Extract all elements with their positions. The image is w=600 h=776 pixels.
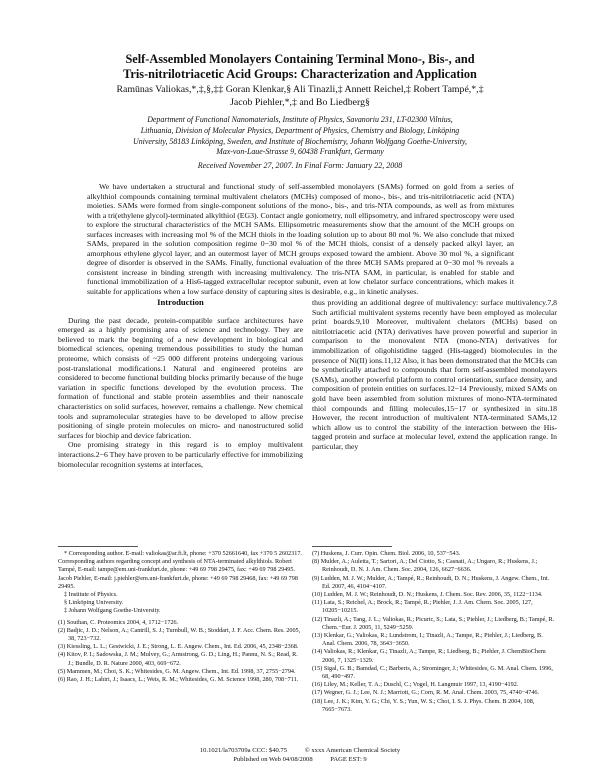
reference-item: (18) Lee, J. K.; Kim, Y. G.; Chi, Y. S.; Yun, W. S.; Choi, I. S. J. Phys. Chem. B 2004, 108, 7665−7673. bbox=[312, 697, 535, 713]
authors-line-1: Ramūnas Valiokas,*,‡,§,‡‡ Goran Klenkar,§ Ali Tinazli,‡ Annett Reichel,‡ Robert Tampé,*,‡ bbox=[116, 84, 484, 95]
authors-line-2: Jacob Piehler,*,‡ and Bo Liedberg§ bbox=[230, 96, 370, 108]
affiliation-line-2: Lithuania, Division of Molecular Physics, Department of Physics, Chemistry and Biology, Linköping bbox=[140, 125, 460, 135]
reference-item: (4) Kitov, P. I.; Sadowska, J. M.; Mulvey, G.; Armstrong, G. D.; Ling, H.; Pannu, N. S.; Read, R. J.; Bundle, D. R. Nature 2000, 403, 669−672. bbox=[58, 651, 298, 667]
footnote-divider-left bbox=[58, 546, 138, 547]
reference-item: (14) Valiokas, R.; Klenkar, G.; Tinazli, A.; Tampe, R.; Liedberg, B.; Piehler, J. ChemBioChem 2006, 7, 1325−1329. bbox=[312, 648, 546, 664]
received-dates: Received November 27, 2007. In Final Form: January 22, 2008 bbox=[197, 161, 403, 170]
reference-item: (9) Ludden, M. J. W.; Mulder, A.; Tampé, R.; Reinhoudt, D. N.; Huskens, J. Angew. Chem., Int. Ed. 2007, 46, 4104−4107. bbox=[312, 574, 550, 590]
reference-item: (2) Badjic, J. D.; Nelson, A.; Cantrill, S. J.; Turnbull, W. B.; Stoddart, J. F. Acc. Chem. Res. 2005, 38, 723−732. bbox=[58, 626, 301, 643]
doi-line: 10.1021/la703709a CCC: $40.75 bbox=[199, 747, 288, 754]
page-estimate: PAGE EST: 9 bbox=[330, 756, 367, 763]
affiliation-footnote: ‡ Johann Wolfgang Goethe-University. bbox=[64, 607, 161, 615]
reference-item: (5) Mammen, M.; Choi, S. K.; Whitesides, G. M. Angew. Chem., Int. Ed. 1998, 37, 2755−2794. bbox=[58, 667, 296, 675]
affiliation-footnote: § Linköping University. bbox=[64, 599, 124, 607]
title-line-1: Self-Assembled Monolayers Containing Terminal Mono-, Bis-, and bbox=[125, 52, 475, 66]
reference-item: (1) Southan, C. Proteomics 2004, 4, 1712−1726. bbox=[58, 618, 179, 626]
paper-title bbox=[60, 52, 540, 82]
reference-item: (10) Ludden, M. J. W.; Reinhoudt, D. N.; Huskens, J. Chem. Soc. Rev. 2006, 35, 1122−1134. bbox=[312, 591, 543, 599]
affiliation-line-1: Department of Functional Nanomaterials, Institute of Physics, Savanoriu 231, LT-02300 Vilnius, bbox=[147, 115, 453, 124]
reference-item: (6) Rao, J. H.; Lahiri, J.; Isaacs, L.; Weis, R. M.; Whitesides, G. M. Science 1998, 280, 708−711. bbox=[58, 676, 299, 684]
affiliations bbox=[58, 115, 542, 158]
reference-item: (8) Mulder, A.; Auletta, T.; Sartori, A.; Del Ciotto, S.; Casnati, A.; Ungaro, R.; Huskens, J.; Reinhoudt, D. N. J. Am. Chem. Soc. 2004, 126, 6627−6636. bbox=[312, 558, 538, 574]
intro-paragraph-3: thus providing an additional degree of multivalency: surface multivalency.7,8 Such artificial multivalent systems recently have been employed as molecular print boards.9,10 Moreover, multivalent chelators (MCHs) based on nitrilotriacetic acid (NTA) derivatives have proven powerful and superior in comparison to the monovalent NTA (mono-NTA) derivatives for immobilization of oligohistidine tagged (His-tagged) biomolecules in the presence of Ni(II) ions.11,12 Also, it has been demonstrated that the MCHs can be synthetically attached to compounds that form self-assembled monolayers (SAMs), another powerful platform to control orientation, surface density, and composition of protein entities on surfaces.12−14 Previously, mixed SAMs on gold have been assembled from solution mixtures of mono-NTA-terminated thiol compounds and filling molecules,15−17 or synthesized in situ.18 However, the recent introduction of multivalent NTA-terminated SAMs,12 which allow us to control the stability of the interaction between the His-tagged protein and surface at molecular level, extend the application range. In particular, they bbox=[312, 298, 557, 451]
reference-item: (13) Klenkar, G.; Valiokas, R.; Lundstrom, I.; Tinazli, A.; Tampe, R.; Piehler, J.; Liedberg, B. Anal. Chem. 2006, 78, 3643−3650. bbox=[312, 632, 543, 648]
reference-item: (7) Huskens, J. Curr. Opin. Chem. Biol. 2006, 10, 537−543. bbox=[312, 550, 461, 557]
intro-paragraph-1: During the past decade, protein-compatible surface architectures have emerged as a highly promising area of science and technology. They are believed to mark the beginning of a new development in biological and biomedical sciences, opening tremendous possibilities to study the human proteome, which consists of ~25 000 different proteins undergoing various post-translational modifications.1 Natural and engineered proteins are considered to become functional building blocks primarily because of the huge variation in specific functions developed by the evolution process. The formation of functional and stable protein assemblies and their nanoscale characteristics on solid surfaces, however, remains a challenge. New chemical tools and supramolecular strategies have to be developed to allow precise positioning of single protein molecules on micro- and nanostructured solid surfaces for biochip and device fabrication. bbox=[58, 315, 303, 440]
copyright-line: © xxxx American Chemical Society bbox=[304, 747, 401, 754]
reference-item: (16) Liley, M.; Keller, T. A.; Duschl, C.; Vogel, H. Langmuir 1997, 13, 4190−4192. bbox=[312, 681, 519, 689]
reference-item: (11) Lata, S.; Reichel, A.; Brock, R.; Tampé, R.; Piehler, J. J. Am. Chem. Soc. 2005, 127, 10205−10215. bbox=[312, 599, 533, 615]
affiliation-line-4: Max-von-Laue-Strasse 9, 60438 Frankfurt, Germany bbox=[216, 147, 384, 157]
affiliation-line-3: University, 58183 Linköping, Sweden, and Institute of Biochemistry, Johann Wolfgang Goethe-University, bbox=[133, 136, 467, 146]
corresponding-author-note: * Corresponding author. E-mail: valiokas@ar.fi.lt, phone: +370 52661640, fax +370 5 2602317. Corresponding authors regarding concept and synthesis of NTA-terminated alkylthiols. Robert Tampé, E-mail: tampe@em.uni-frankfurt.de, phone: +49 69 798 29475, fax: +49 69 798 29495. Jacob Piehler, E-mail: j.piehler@em.uni-frankfurt.de, phone: +49 69 798 29468, fax: +49 69 798 29495. bbox=[58, 550, 302, 590]
section-heading-introduction: Introduction bbox=[157, 297, 204, 307]
published-date: Published on Web 04/08/2008 bbox=[233, 756, 313, 763]
intro-paragraph-2: One promising strategy in this regard is to employ multivalent interactions.2−6 They have proven to be particularly effective for immobilizing biomolecular recognition systems at interfaces, bbox=[58, 440, 303, 469]
author-list bbox=[60, 84, 540, 109]
footnotes-right bbox=[312, 550, 557, 714]
title-line-2: Tris-nitrilotriacetic Acid Groups: Characterization and Application bbox=[123, 67, 477, 81]
reference-item: (3) Kiessling, L. L.; Gestwicki, J. E.; Strong, L. E. Angew. Chem., Int. Ed. 2006, 45, 2348−2368. bbox=[58, 643, 299, 651]
left-column bbox=[58, 298, 303, 469]
right-column bbox=[312, 298, 557, 452]
reference-item: (12) Tinazli, A.; Tang, J. L.; Valiokas, R.; Picuric, S.; Lata, S.; Piehler, J.; Liedberg, B.; Tampé, R. Chem.−Eur. J. 2005, 11, 5249−5259. bbox=[312, 615, 555, 631]
page-footer bbox=[0, 746, 600, 764]
footnote-divider-right bbox=[312, 546, 392, 547]
reference-item: (17) Wegner, G. J.; Lee, N. J.; Marriott, G.; Corn, R. M. Anal. Chem. 2003, 75, 4740−4746. bbox=[312, 689, 540, 697]
footnotes-left bbox=[58, 550, 303, 684]
affiliation-footnote: ‡ Institute of Physics. bbox=[64, 591, 118, 599]
reference-item: (15) Sigal, G. B.; Bamdad, C.; Barberis, A.; Strominger, J.; Whitesides, G. M. Anal. Chem. 1996, 68, 490−497. bbox=[312, 664, 553, 681]
abstract: We have undertaken a structural and functional study of self-assembled monolayers (SAMs) formed on gold from a series of alkylthiol compounds containing terminal multivalent chelators (MCHs) composed of mono-, bis-, and tris-nitrilotriacetic acid (NTA) moieties. SAMs were formed from single-component solutions of the mono-, bis-, and tris-NTA compounds, as well as from mixtures with a tri(ethylene glycol)-terminated alkylthiol (EG3). Contact angle goniometry, null ellipsometry, and infrared spectroscopy were used to explore the structural characteristics of the MCH SAMs. Ellipsometric measurements show that the amount of the MCH groups on surfaces increases with increasing mol % of the MCH thiols in the loading solution up to about 80 mol %. We also conclude that mixed SAMs, prepared in the solution composition regime 0−30 mol % of the MCH thiols, consist of a densely packed alkyl layer, an amorphous ethylene glycol layer, and an outermost layer of MCH groups exposed toward the ambient. Above 30 mol %, a significant degree of disorder is observed in the SAMs. Finally, functional evaluation of the three MCH SAMs prepared at 0−30 mol % reveals a consistent increase in binding strength with increasing multivalency. The tris-NTA SAM, in particular, is enabled for stable and functional immobilization of a His6-tagged extracellular receptor subunit, even at low chelator surface concentrations, which makes it suitable for applications when a low surface density of capturing sites is desirable, e.g., in kinetic analyses. bbox=[87, 182, 514, 296]
